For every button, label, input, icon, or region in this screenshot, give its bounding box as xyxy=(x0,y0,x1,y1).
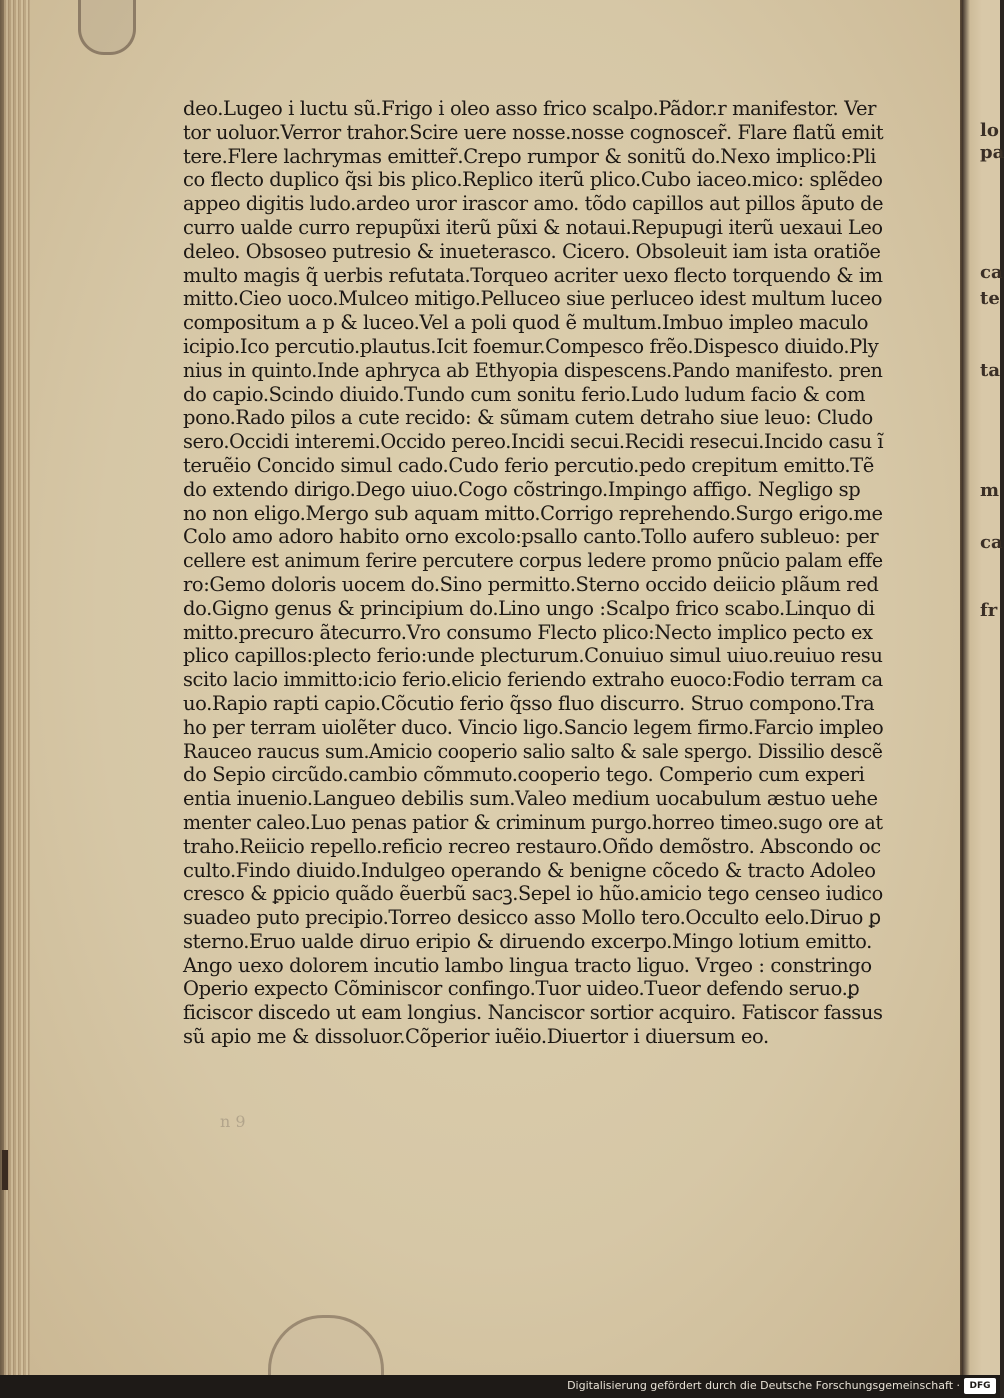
text-line: scito lacio immitto:icio ferio.elicio feriendo extraho euoco:Fodio terram ca xyxy=(183,668,883,692)
text-line: icipio.Ico percutio.plautus.Icit foemur.Compesco frẽo.Dispesco diuido.Ply xyxy=(183,334,879,358)
text-line: sterno.Eruo ualde diruo eripio & diruendo excerpo.Mingo lotium emitto. xyxy=(183,929,872,953)
right-page-fragment: te xyxy=(980,288,1000,309)
footer-credit: Digitalisierung gefördert durch die Deutsche Forschungsgemeinschaft · xyxy=(567,1379,960,1392)
text-line: uo.Rapio rapti capio.Cõcutio ferio q̃sso fluo discurro. Struo compono.Tra xyxy=(183,691,875,715)
text-line: deleo. Obsoseo putresio & inueterasco. Cicero. Obsoleuit iam ista oratiõe xyxy=(183,239,881,263)
signature-mark: n 9 xyxy=(220,1112,246,1131)
text-line: do Sepio circũdo.cambio cõmmuto.cooperio tego. Comperio cum experi xyxy=(183,763,865,787)
text-line: do.Gigno genus & principium do.Lino ungo :Scalpo frico scabo.Linquo di xyxy=(183,596,875,620)
text-line: suadeo puto precipio.Torreo desicco asso Mollo tero.Occulto eelo.Diruo ꝑ xyxy=(183,906,881,930)
text-line: tere.Flere lachrymas emitter̃.Crepo rumpor & sonitũ do.Nexo implico:Pli xyxy=(183,144,876,168)
text-line: sũ apio me & dissoluor.Cõperior iuẽio.Diuertor i diuersum eo. xyxy=(183,1025,769,1049)
text-line: entia inuenio.Langueo debilis sum.Valeo medium uocabulum æstuo uehe xyxy=(183,787,878,811)
text-line: deo.Lugeo i luctu sũ.Frigo i oleo asso frico scalpo.Pãdor.r manifestor. Ver xyxy=(183,97,877,120)
body-text xyxy=(183,97,883,1049)
footer-bar xyxy=(0,1375,1000,1398)
text-line: Rauceo raucus sum.Amicio cooperio salio salto & sale spergo. Dissilio descẽ xyxy=(183,739,883,763)
clip-mark-top xyxy=(78,0,136,55)
text-line: teruẽio Concido simul cado.Cudo ferio percutio.pedo crepitum emitto.Tẽ xyxy=(183,453,874,477)
text-line: co flecto duplico q̃si bis plico.Replico iterũ plico.Cubo iaceo.mico: splẽdeo xyxy=(183,168,883,192)
right-page-fragment: ta xyxy=(980,360,1000,381)
text-line: sero.Occidi interemi.Occido pereo.Incidi secui.Recidi resecui.Incido casu ĩ xyxy=(183,430,884,454)
text-line: Operio expecto Cõminiscor confingo.Tuor uideo.Tueor defendo seruo.ꝑ xyxy=(183,977,860,1001)
text-line: ro:Gemo doloris uocem do.Sino permitto.Sterno occido deiicio plãum red xyxy=(183,572,879,596)
right-page-fragment: m xyxy=(980,480,1000,501)
text-line: mitto.Cieo uoco.Mulceo mitigo.Pelluceo siue perluceo idest multum luceo xyxy=(183,287,883,311)
text-line: mitto.precuro ãtecurro.Vro consumo Flecto plico:Necto implico pecto ex xyxy=(183,620,873,644)
text-line: menter caleo.Luo penas patior & criminum purgo.horreo timeo.sugo ore at xyxy=(183,810,883,834)
text-line: traho.Reiicio repello.reficio recreo restauro.Oñdo demõstro. Abscondo oc xyxy=(183,834,881,858)
text-line: appeo digitis ludo.ardeo uror irascor amo. tõdo capillos aut pillos ãputo de xyxy=(183,192,884,216)
text-line: plico capillos:plecto ferio:unde plecturum.Conuiuo simul uiuo.reuiuo resu xyxy=(183,644,883,668)
right-page-fragment: ca xyxy=(980,532,1003,553)
right-page-edge xyxy=(962,0,1004,1375)
text-line: multo magis q̃ uerbis refutata.Torqueo acriter uexo flecto torquendo & im xyxy=(183,263,883,287)
text-line: do capio.Scindo diuido.Tundo cum sonitu ferio.Ludo ludum facio & com xyxy=(183,382,866,406)
text-line: curro ualde curro repupũxi iterũ pũxi & notaui.Repupugi iterũ uexaui Leo xyxy=(183,215,883,239)
text-line: do extendo dirigo.Dego uiuo.Cogo cõstringo.Impingo affigo. Negligo sp xyxy=(183,477,861,501)
text-line: culto.Findo diuido.Indulgeo operando & benigne cõcedo & tracto Adoleo xyxy=(183,858,876,882)
text-line: pono.Rado pilos a cute recido: & sũmam cutem detraho siue leuo: Cludo xyxy=(183,406,873,430)
text-line: nius in quinto.Inde aphryca ab Ethyopia dispescens.Pando manifesto. pren xyxy=(183,358,883,382)
text-line: cellere est animum ferire percutere corpus ledere promo pnũcio palam effe xyxy=(183,549,883,573)
text-line: no non eligo.Mergo sub aquam mitto.Corrigo reprehendo.Surgo erigo.me xyxy=(183,501,883,525)
text-line: compositum a p & luceo.Vel a poli quod ẽ multum.Imbuo impleo maculo xyxy=(183,311,869,335)
right-page-fragment: pa xyxy=(980,142,1004,163)
binding-mark xyxy=(2,1150,8,1190)
right-page-fragment: ca xyxy=(980,262,1003,283)
right-page-fragment: fr xyxy=(980,600,998,621)
text-line: Ango uexo dolorem incutio lambo lingua tracto liguo. Vrgeo : constringo xyxy=(183,953,872,977)
right-page-fragment: lo xyxy=(980,120,999,141)
text-line: Colo amo adoro habito orno excolo:psallo canto.Tollo aufero subleuo: per xyxy=(183,525,879,549)
text-line: ho per terram uiolẽter duco. Vincio ligo.Sancio legem firmo.Farcio impleo xyxy=(183,715,884,739)
dfg-logo: DFG xyxy=(964,1378,996,1394)
text-line: tor uoluor.Verror trahor.Scire uere nosse.nosse cognoscer̃. Flare flatũ emit xyxy=(183,120,884,144)
text-line: cresco & ꝑpicio quãdo ẽuerbũ sacꝫ.Sepel io hũo.amicio tego censeo iudico xyxy=(183,882,883,906)
text-line: ficiscor discedo ut eam longius. Nanciscor sortior acquiro. Fatiscor fassus xyxy=(183,1001,883,1025)
